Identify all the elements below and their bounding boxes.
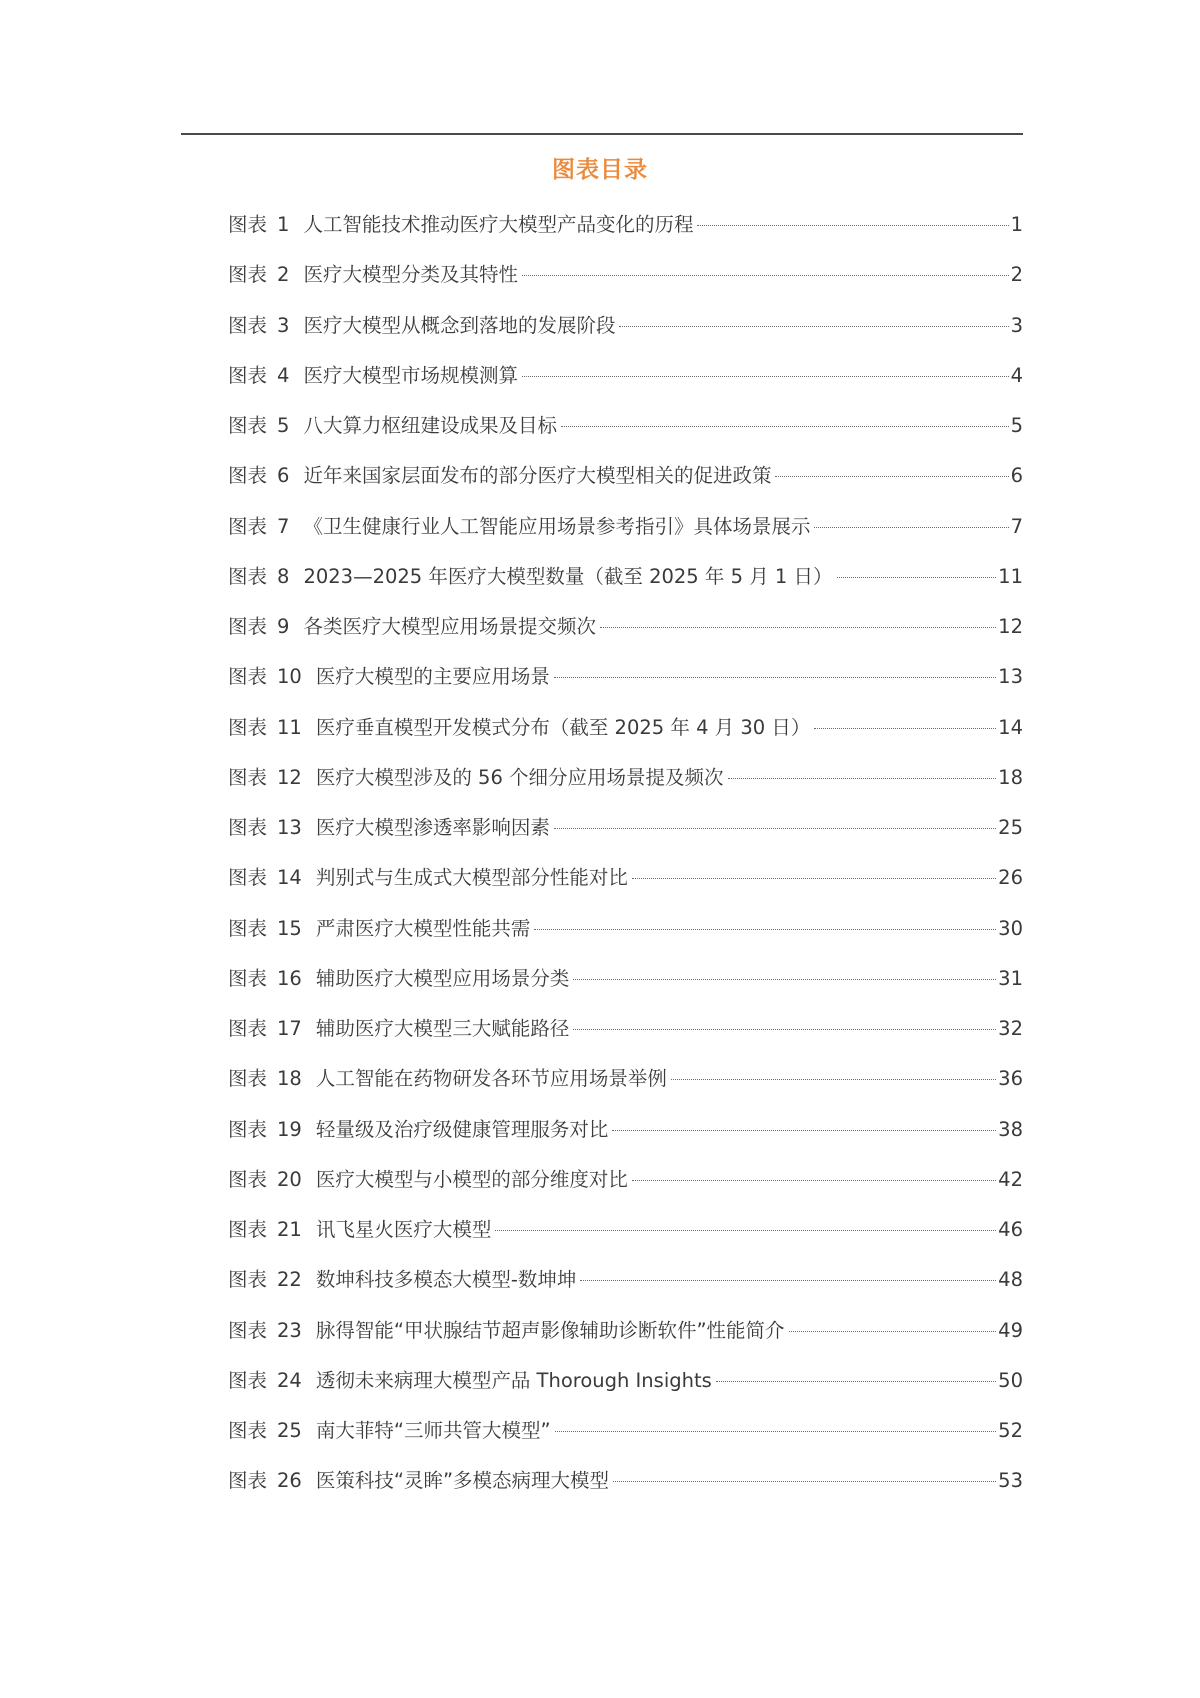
toc-entry-title: 辅助医疗大模型三大赋能路径 <box>315 1017 570 1040</box>
toc-entry-number: 6 <box>277 464 290 488</box>
toc-dot-leader <box>728 778 997 779</box>
toc-entry-title: 医疗大模型的主要应用场景 <box>315 665 550 689</box>
toc-entry-title: 医疗大模型与小模型的部分维度对比 <box>315 1167 628 1191</box>
toc-entry-number: 24 <box>277 1368 302 1392</box>
toc-dot-leader <box>522 376 1009 377</box>
toc-entry-title: 医疗大模型市场规模测算 <box>303 363 518 387</box>
toc-entry-prefix: 图表 <box>228 1469 268 1493</box>
toc-entry-page-number: 48 <box>998 1268 1023 1292</box>
toc-entry-number: 11 <box>277 715 302 739</box>
toc-dot-leader <box>613 1481 996 1482</box>
toc-entry-title: 人工智能在药物研发各环节应用场景举例 <box>315 1067 667 1091</box>
toc-entry-prefix: 图表 <box>228 866 268 890</box>
toc-dot-leader <box>775 476 1008 477</box>
toc-entry-page-number: 42 <box>998 1167 1023 1191</box>
toc-entry-number: 13 <box>277 816 302 839</box>
toc-dot-leader <box>789 1331 997 1332</box>
toc-entry-title: 《卫生健康行业人工智能应用场景参考指引》具体场景展示 <box>303 514 811 538</box>
toc-entry-number: 18 <box>277 1067 302 1091</box>
toc-entry-title: 各类医疗大模型应用场景提交频次 <box>303 615 596 638</box>
toc-entry-title: 医疗大模型渗透率影响因素 <box>315 816 550 839</box>
toc-entry-prefix: 图表 <box>228 816 268 839</box>
toc-entry-prefix: 图表 <box>228 564 268 588</box>
toc-dot-leader <box>561 426 1009 427</box>
toc-entry-prefix: 图表 <box>228 665 268 689</box>
toc-entry-number: 8 <box>277 564 290 588</box>
toc-entry-number: 1 <box>277 213 290 236</box>
toc-entry-title: 讯飞星火医疗大模型 <box>315 1218 492 1241</box>
toc-entry-number: 25 <box>277 1419 302 1442</box>
toc-entry[interactable] <box>228 255 1023 305</box>
toc-dot-leader <box>619 326 1008 327</box>
toc-entry-title: 严肃医疗大模型性能共需 <box>315 916 531 940</box>
toc-entry-number: 20 <box>277 1167 302 1191</box>
toc-entry-title: 判别式与生成式大模型部分性能对比 <box>315 866 628 890</box>
toc-entry-prefix: 图表 <box>228 966 268 990</box>
toc-entry[interactable] <box>228 1009 1023 1059</box>
toc-entry-page-number: 7 <box>1010 514 1023 538</box>
toc-entry-title: 医疗大模型分类及其特性 <box>303 263 518 287</box>
toc-entry[interactable] <box>228 356 1023 406</box>
toc-entry-page-number: 32 <box>998 1017 1023 1040</box>
header-rule <box>181 133 1023 135</box>
toc-entry-title: 南大菲特“三师共管大模型” <box>315 1419 551 1442</box>
toc-entry[interactable] <box>228 1210 1023 1260</box>
toc-dot-leader <box>697 225 1008 226</box>
toc-dot-leader <box>837 577 997 578</box>
toc-entry[interactable] <box>228 205 1023 255</box>
toc-entry-page-number: 38 <box>998 1117 1023 1141</box>
toc-entry-prefix: 图表 <box>228 1067 268 1091</box>
toc-entry-number: 9 <box>277 615 290 638</box>
toc-entry-number: 23 <box>277 1318 302 1342</box>
toc-entry-prefix: 图表 <box>228 715 268 739</box>
toc-entry-page-number: 31 <box>998 966 1023 990</box>
toc-entry-number: 7 <box>277 514 290 538</box>
toc-title: 图表目录 <box>552 157 648 183</box>
toc-entry-title: 辅助医疗大模型应用场景分类 <box>315 966 570 990</box>
toc-entry-prefix: 图表 <box>228 916 268 940</box>
toc-entry-page-number: 12 <box>998 615 1023 638</box>
toc-entry-title: 医疗垂直模型开发模式分布（截至 2025 年 4 月 30 日） <box>315 715 811 739</box>
toc-entry[interactable] <box>228 959 1023 1009</box>
toc-entry-prefix: 图表 <box>228 1117 268 1141</box>
toc-entry-number: 2 <box>277 263 290 287</box>
toc-entry-page-number: 4 <box>1010 363 1023 387</box>
toc-entry-prefix: 图表 <box>228 363 268 387</box>
toc-entry-title: 医疗大模型从概念到落地的发展阶段 <box>303 313 616 337</box>
toc-entry-page-number: 52 <box>998 1419 1023 1442</box>
toc-dot-leader <box>632 878 996 879</box>
toc-entry[interactable] <box>228 1311 1023 1361</box>
toc-dot-leader <box>612 1130 996 1131</box>
toc-entry[interactable] <box>228 808 1023 858</box>
toc-entry-prefix: 图表 <box>228 213 268 236</box>
toc-dot-leader <box>716 1381 996 1382</box>
toc-dot-leader <box>814 728 996 729</box>
toc-entry-page-number: 3 <box>1010 313 1023 337</box>
toc-dot-leader <box>522 275 1009 276</box>
toc-entry-number: 5 <box>277 414 290 437</box>
toc-entry[interactable] <box>228 406 1023 456</box>
toc-entry-title: 2023—2025 年医疗大模型数量（截至 2025 年 5 月 1 日） <box>303 564 833 588</box>
toc-entry[interactable] <box>228 1059 1023 1109</box>
toc-entry[interactable] <box>228 858 1023 908</box>
toc-dot-leader <box>555 1431 997 1432</box>
toc-entry-number: 16 <box>277 966 302 990</box>
toc-entry-prefix: 图表 <box>228 313 268 337</box>
toc-entry-page-number: 49 <box>998 1318 1023 1342</box>
toc-entry-number: 14 <box>277 866 302 890</box>
toc-entry-title: 透彻未来病理大模型产品 Thorough Insights <box>315 1368 712 1392</box>
toc-entry-prefix: 图表 <box>228 514 268 538</box>
toc-entry-page-number: 50 <box>998 1368 1023 1392</box>
toc-dot-leader <box>632 1180 996 1181</box>
toc-entry-page-number: 14 <box>998 715 1023 739</box>
toc-dot-leader <box>534 929 996 930</box>
toc-entry[interactable] <box>228 1461 1023 1511</box>
toc-entry[interactable] <box>228 557 1023 607</box>
toc-entry-prefix: 图表 <box>228 615 268 638</box>
toc-entry-number: 17 <box>277 1017 302 1040</box>
toc-entry[interactable] <box>228 456 1023 506</box>
toc-entry-page-number: 1 <box>1010 213 1023 236</box>
toc-entry-page-number: 13 <box>998 665 1023 689</box>
toc-entry[interactable] <box>228 1160 1023 1210</box>
toc-entry-number: 21 <box>277 1218 302 1241</box>
toc-dot-leader <box>671 1079 996 1080</box>
toc-entry[interactable] <box>228 708 1023 758</box>
toc-dot-leader <box>600 627 996 628</box>
toc-entry[interactable] <box>228 758 1023 808</box>
toc-dot-leader <box>814 527 1008 528</box>
toc-entry-title: 轻量级及治疗级健康管理服务对比 <box>315 1117 609 1141</box>
toc-entry-prefix: 图表 <box>228 1368 268 1392</box>
toc-entry-title: 人工智能技术推动医疗大模型产品变化的历程 <box>303 213 694 236</box>
toc-entry-title: 医疗大模型涉及的 56 个细分应用场景提及频次 <box>315 765 724 789</box>
toc-entry-page-number: 5 <box>1010 414 1023 437</box>
toc-entry-prefix: 图表 <box>228 765 268 789</box>
toc-entry[interactable] <box>228 1260 1023 1310</box>
toc-entry-title: 数坤科技多模态大模型-数坤坤 <box>315 1268 577 1292</box>
toc-entry-page-number: 26 <box>998 866 1023 890</box>
toc-entry-prefix: 图表 <box>228 464 268 488</box>
toc-entry[interactable] <box>228 306 1023 356</box>
toc-entry[interactable] <box>228 657 1023 707</box>
toc-entry[interactable] <box>228 909 1023 959</box>
toc-dot-leader <box>554 828 996 829</box>
toc-entry-title: 近年来国家层面发布的部分医疗大模型相关的促进政策 <box>303 464 772 488</box>
toc-entry-page-number: 36 <box>998 1067 1023 1091</box>
toc-entry-page-number: 2 <box>1010 263 1023 287</box>
toc-entry-title: 脉得智能“甲状腺结节超声影像辅助诊断软件”性能简介 <box>315 1318 785 1342</box>
toc-dot-leader <box>580 1280 996 1281</box>
toc-entry-prefix: 图表 <box>228 1318 268 1342</box>
toc-entry-title: 八大算力枢纽建设成果及目标 <box>303 414 557 437</box>
toc-entry-prefix: 图表 <box>228 263 268 287</box>
toc-entry-number: 3 <box>277 313 290 337</box>
toc-entry[interactable] <box>228 1361 1023 1411</box>
toc-dot-leader <box>573 1029 996 1030</box>
toc-entry-page-number: 18 <box>998 765 1023 789</box>
toc-entry-number: 22 <box>277 1268 302 1292</box>
toc-entry-page-number: 53 <box>998 1469 1023 1493</box>
toc-entry-prefix: 图表 <box>228 414 268 437</box>
toc-list <box>228 205 1023 1512</box>
toc-dot-leader <box>554 677 996 678</box>
toc-dot-leader <box>495 1230 996 1231</box>
toc-entry-number: 12 <box>277 765 302 789</box>
toc-entry-number: 26 <box>277 1469 302 1493</box>
toc-entry[interactable] <box>228 1110 1023 1160</box>
toc-entry-number: 15 <box>277 916 302 940</box>
toc-entry-number: 19 <box>277 1117 302 1141</box>
toc-entry-number: 4 <box>277 363 290 387</box>
toc-entry[interactable] <box>228 1411 1023 1461</box>
toc-entry-prefix: 图表 <box>228 1017 268 1040</box>
toc-entry-prefix: 图表 <box>228 1419 268 1442</box>
toc-entry-prefix: 图表 <box>228 1218 268 1241</box>
toc-entry-prefix: 图表 <box>228 1167 268 1191</box>
toc-entry-page-number: 25 <box>998 816 1023 839</box>
toc-entry[interactable] <box>228 507 1023 557</box>
toc-entry-page-number: 6 <box>1010 464 1023 488</box>
toc-entry-title: 医策科技“灵眸”多模态病理大模型 <box>315 1469 610 1493</box>
toc-entry-number: 10 <box>277 665 302 689</box>
toc-entry-prefix: 图表 <box>228 1268 268 1292</box>
toc-dot-leader <box>573 979 996 980</box>
toc-entry-page-number: 46 <box>998 1218 1023 1241</box>
toc-entry[interactable] <box>228 607 1023 657</box>
toc-entry-page-number: 30 <box>998 916 1023 940</box>
toc-entry-page-number: 11 <box>998 564 1023 588</box>
